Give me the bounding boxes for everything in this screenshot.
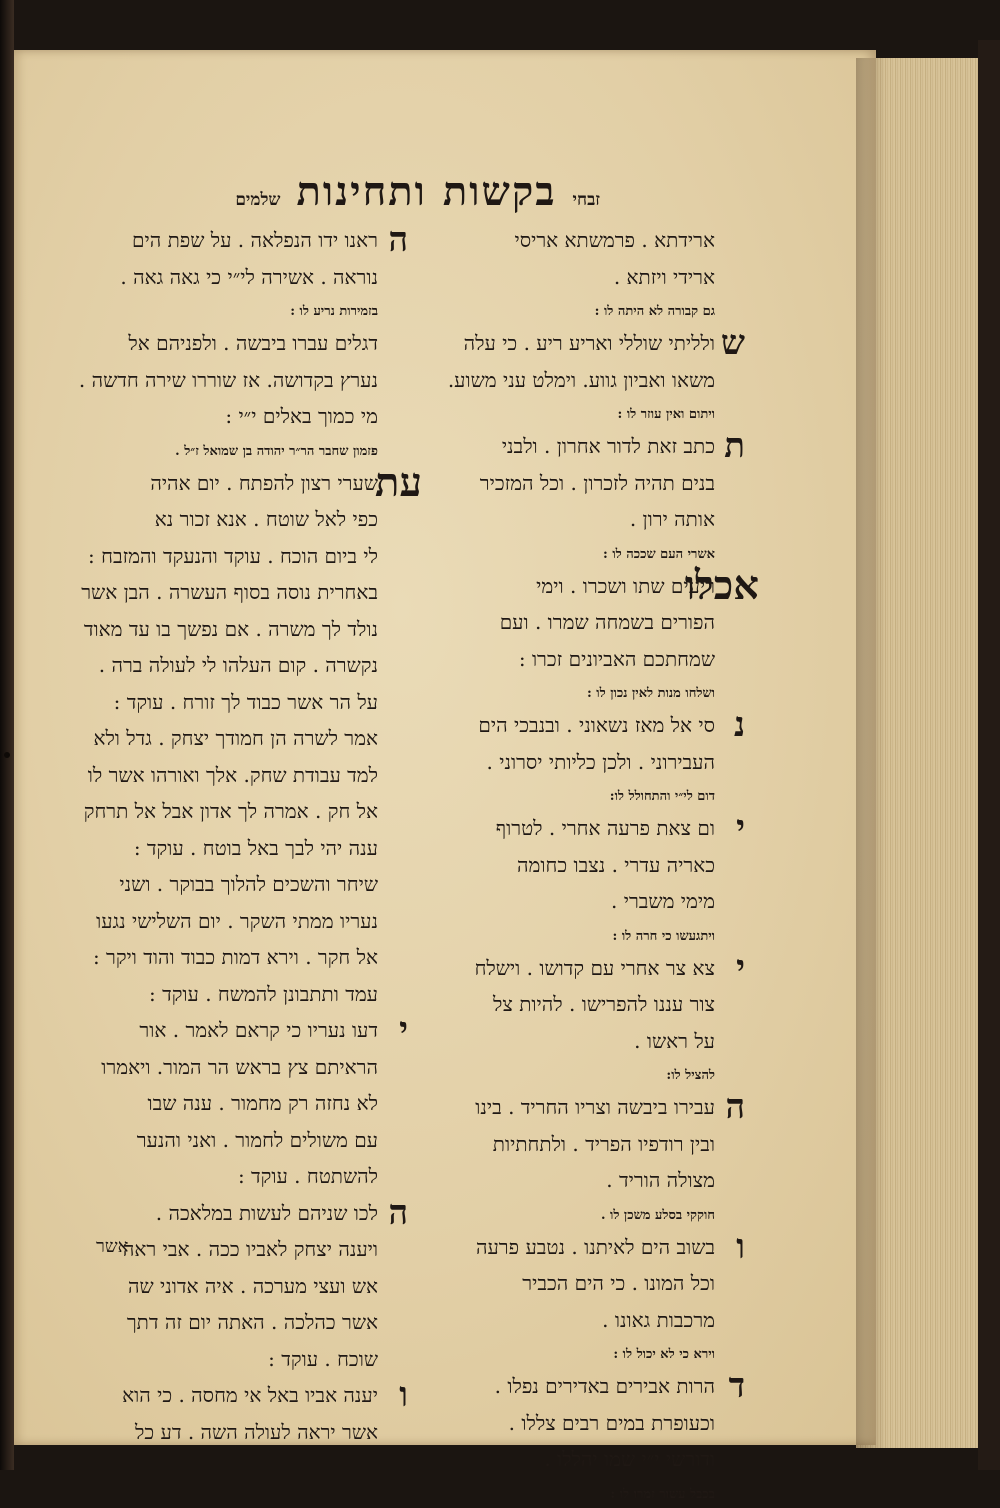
text-line: ענה יהי לבך באל בוטח . עוקד : [133, 835, 378, 860]
text-line: עם משולים לחמור . ואני והנער [136, 1127, 378, 1152]
text-line: וכעופרת במים רבים צללו . [508, 1410, 715, 1435]
stanza-caption: להציל לו: [666, 1068, 715, 1083]
header-title-right: בקשות [442, 168, 557, 215]
piyyut-caption: פזמון שחבר הר״ר יהודה בן שמואל ז״ל . [175, 443, 378, 459]
text-line: נקשרה . קום העלהו לי לעולה ברה . [98, 653, 378, 677]
stanza [390, 561, 759, 678]
text-line: העבירוני . ולכן כליותי יסרוני . [486, 749, 715, 774]
book-binding-left [0, 0, 14, 1470]
stanza-caption: דום לי״י והתחולל לו: [609, 789, 715, 804]
stanza [390, 323, 745, 398]
text-line: ריעים שתו ושכרו . וימי [536, 573, 715, 598]
text-line: הפורים בשמחה שמרו . ועם [499, 610, 715, 634]
text-line: לי ביום הוכח . עוקד והנעקד והמזבח : [88, 543, 378, 568]
left-column [78, 220, 422, 1450]
drop-initial: ו [399, 1375, 408, 1415]
text-line: לכו שניהם לעשות במלאכה . [155, 1200, 378, 1225]
drop-initial: ד [728, 1366, 745, 1406]
text-line: בשוב הים לאיתנו . נטבע פרעה [475, 1234, 715, 1259]
stanza [78, 1010, 408, 1195]
text-line: וכל המונו . כי הים הכביר [522, 1271, 715, 1295]
text-line: ום צאת פרעה אחרי . לטרוף [495, 816, 715, 840]
stanza [78, 458, 422, 1013]
stanza-caption: בזמירות נריע לו : [290, 304, 378, 319]
text-line: עבירו ביבשה וצריו החריד . בינו [475, 1095, 715, 1119]
text-line: נעריו ממתי השקר . יום השלישי נגעו [96, 908, 378, 933]
text-line: מימי משברי . [611, 889, 715, 913]
text-line: ארידי ויזתא . [613, 264, 715, 289]
header-title-left: ותחינות [296, 168, 427, 215]
text-line: סי אל מאז נשאוני . ובנבכי הים [478, 713, 715, 737]
text-line: ראנו ידו הנפלאה . על שפת הים [131, 228, 378, 252]
text-line: להשתטח . עוקד : [237, 1164, 378, 1188]
running-header [140, 168, 600, 228]
text-line: כתב זאת לדור אחרון . ולבני [501, 434, 715, 458]
text-line: כאריה עדרי . נצבו כחומה [517, 852, 715, 877]
right-stanzas [390, 299, 759, 1478]
drop-initial: ה [388, 220, 408, 260]
book-cover-right [978, 40, 1000, 1470]
text-line: בנים תהיה לזכרון . וכל המזכיר [479, 470, 715, 495]
right-column [390, 222, 759, 1508]
header-left-word: שלמים [235, 190, 281, 210]
drop-initial: י [736, 808, 745, 848]
text-line: שיחר והשכים להלוך בבוקר . ושני [119, 872, 378, 896]
binding-hole [4, 752, 10, 758]
left-stanzas [78, 458, 422, 1451]
text-line: משאו ואביון גווע. וימלט עני משוע. [447, 367, 715, 392]
stanza [390, 808, 745, 920]
drop-initial: ש [720, 323, 745, 363]
drop-initial: עת [374, 458, 422, 506]
stanza-caption: ויתגעשו כי חרה לו : [612, 928, 715, 944]
stanza-caption: וירא כי לא יכול לו : [613, 1347, 715, 1362]
stanza [78, 1375, 408, 1450]
stanza [390, 705, 745, 780]
catchword: אשר [96, 1236, 129, 1257]
closing-caption: בכבל עשור זמרו לו : [610, 1486, 715, 1502]
text-line: נולד לך משרה . אם נפשך בו עד מאוד [83, 616, 378, 641]
stanza [390, 1366, 745, 1478]
text-line: כפי לאל שוטח . אנא זכור נא [154, 507, 378, 531]
text-line: על הר אשר כבוד לך זורח . עוקד : [113, 689, 378, 714]
stanza-caption: גם קבורה לא היתה לו : [594, 304, 715, 319]
text-line: צא צר אחרי עם קדושו . וישלח [474, 955, 715, 980]
text-line: לא נחזה רק מחמור . ענה שבו [147, 1091, 378, 1115]
text-line: אשר כהלכה . האתה יום זה דתך [126, 1310, 378, 1334]
text-line: הראיתם צץ בראש הר המור. ויאמרו [101, 1054, 378, 1079]
text-line: דעו נעריו כי קראם לאמר . אור [139, 1018, 378, 1042]
text-line: הרות אבירים באדירים נפלו . [494, 1374, 715, 1398]
text-line: עמד ותתבונן להמשח . עוקד : [148, 981, 378, 1006]
text-line: ובין רודפיו הפריד . ולתחתיות [492, 1131, 715, 1156]
drop-initial: י [399, 1010, 408, 1050]
text-line: מי כמוך באלים י״י : [225, 404, 378, 428]
drop-initial: ת [724, 426, 745, 466]
drop-initial: אכלו [684, 561, 759, 609]
text-line: אמר לשרה הן חמודך יצחק . גדל ולא [93, 726, 378, 750]
text-line: צור עננו להפרישו . להיות צל [493, 992, 715, 1016]
text-line: ודורשי י״י שמו יהללו . [544, 1447, 715, 1471]
text-line: אותה ירון . [629, 507, 715, 531]
stanza-caption: אשרי העם שככה לו : [603, 546, 715, 562]
page-gutter-shadow [856, 58, 886, 1448]
opening-stanza [78, 220, 408, 295]
text-line: על ראשו . [634, 1028, 715, 1053]
stanza-caption: ויתום ואין עוזר לו : [617, 407, 715, 422]
text-line: נערץ בקדושה. אז שוררו שירה חדשה . [78, 367, 378, 392]
text-line: שערי רצון להפתח . יום אהיה [150, 470, 378, 495]
text-line: נוראה . אשירה לי״י כי גאה גאה . [120, 264, 378, 289]
drop-initial: נ [733, 705, 745, 745]
text-line: ויענה יצחק לאביו ככה . אבי ראה [122, 1237, 378, 1261]
stanza [390, 426, 745, 538]
stanza [390, 947, 745, 1060]
text-line: שמחתכם האביונים זכרו : [518, 646, 715, 671]
drop-initial: ו [736, 1226, 745, 1267]
text-line: מרכבות גאונו . [602, 1307, 715, 1332]
text-line: אל חק . אמרה לך אדון אבל אל תרחק [83, 799, 378, 823]
stanza [390, 1226, 745, 1339]
drop-initial: ה [725, 1087, 745, 1127]
text-line: שוכח . עוקד : [268, 1346, 378, 1371]
stanza-caption: ושלחו מנות לאין נכון לו : [586, 686, 715, 701]
stanza-caption: חוקקי בסלע משכן לו . [600, 1207, 715, 1223]
text-line: יענה אביו באל אי מחסה . כי הוא [122, 1383, 378, 1407]
drop-initial: ה [388, 1192, 408, 1233]
header-right-word: זבחי [572, 190, 600, 210]
text-line: ולליתי שוללי ואריע ריע . כי עלה [463, 331, 715, 355]
text-line: למד עבודת שחק. אלך ואורהו אשר לו [87, 762, 378, 787]
text-line: באחרית נוסה בסוף העשרה . הבן אשר [81, 580, 378, 604]
drop-initial: י [736, 947, 745, 988]
text-line: אשר יראה לעולה השה . דע כל [135, 1419, 378, 1444]
text-line: אש ועצי מערכה . איה אדוני שה [128, 1273, 378, 1298]
stanza [390, 1087, 745, 1199]
text-line: מצולה הוריד . [606, 1168, 715, 1192]
stanza [78, 1192, 408, 1378]
text-line: אל חקר . וירא דמות כבוד והוד ויקר : [92, 945, 378, 969]
text-line: ארידתא . פרמשתא אריסי [514, 228, 715, 252]
text-line: דגלים עברו ביבשה . ולפניהם אל [128, 331, 378, 355]
